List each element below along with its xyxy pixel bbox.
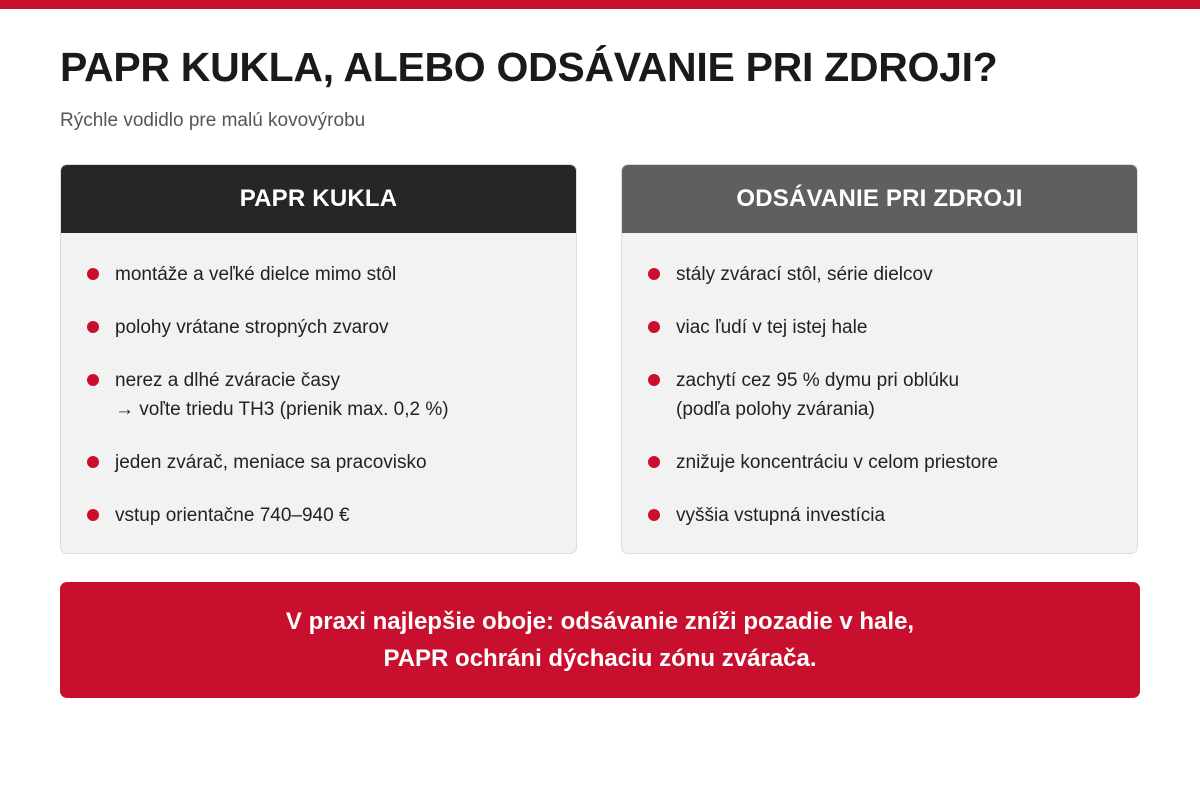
list-item [61,448,576,477]
recommendation-callout [60,582,1140,698]
list-item [622,366,1137,424]
bullet-dot-icon [87,321,99,333]
list-item [622,501,1137,530]
list-item [622,260,1137,289]
callout-line-2: PAPR ochráni dýchaciu zónu zvárača. [383,645,817,672]
list-item-text: montáže a veľké dielce mimo stôl [115,264,397,285]
list-item [622,313,1137,342]
list-item-text: vstup orientačne 740–940 € [115,505,350,526]
bullet-dot-icon [87,509,99,521]
list-item-text: polohy vrátane stropných zvarov [115,317,389,338]
papr-bullet-list [61,233,576,530]
bullet-dot-icon [87,268,99,280]
list-item [61,313,576,342]
extraction-bullet-list [622,233,1137,530]
list-item-text: stály zvárací stôl, série dielcov [676,264,933,285]
extraction-card-heading: ODSÁVANIE PRI ZDROJI [622,165,1137,233]
list-item-text: znižuje koncentráciu v celom priestore [676,452,999,473]
list-item-subtext: → voľte triedu TH3 (prienik max. 0,2 %) [115,399,449,420]
papr-card-heading: PAPR KUKLA [61,165,576,233]
list-item [61,260,576,289]
papr-card [60,164,577,554]
list-item-text: nerez a dlhé zváracie časy [115,370,340,391]
page-subtitle: Rýchle vodidlo pre malú kovovýrobu [60,110,366,131]
bullet-dot-icon [87,374,99,386]
top-accent-bar [0,0,1200,9]
list-item-text: viac ľudí v tej istej hale [676,317,868,338]
list-item [61,366,576,424]
list-item-text: zachytí cez 95 % dymu pri oblúku [676,370,960,391]
list-item [622,448,1137,477]
list-item [61,501,576,530]
bullet-dot-icon [648,456,660,468]
bullet-dot-icon [648,321,660,333]
page-title: PAPR KUKLA, ALEBO ODSÁVANIE PRI ZDROJI? [60,44,998,90]
list-item-text: vyššia vstupná investícia [676,505,886,526]
bullet-dot-icon [648,374,660,386]
extraction-card [621,164,1138,554]
list-item-text: jeden zvárač, meniace sa pracovisko [115,452,427,473]
bullet-dot-icon [87,456,99,468]
callout-line-1: V praxi najlepšie oboje: odsávanie zníži pozadie v hale, [285,608,915,635]
bullet-dot-icon [648,268,660,280]
list-item-subtext: (podľa polohy zvárania) [676,399,875,420]
bullet-dot-icon [648,509,660,521]
